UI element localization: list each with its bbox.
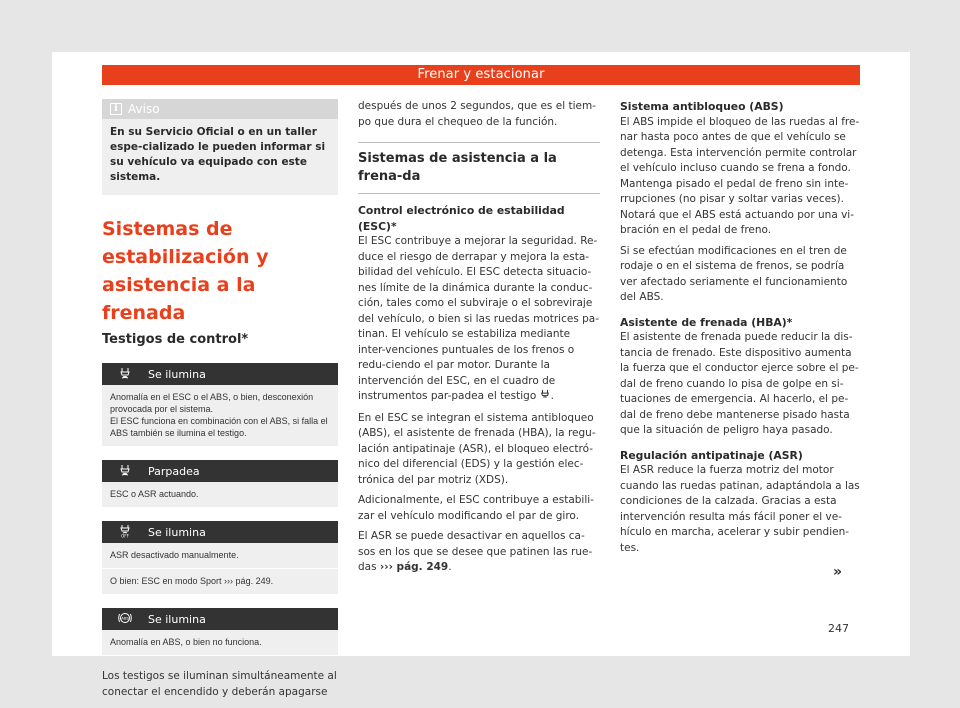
- paragraph: después de unos 2 segundos, que es el tiem-po que dura el chequeo de la función.: [358, 100, 596, 128]
- paragraph: El ASR se puede desactivar en aquellos ca-sos en los que se desee que patinen las rue-das ››› pág. 249.: [358, 530, 593, 573]
- notice-title: Aviso: [128, 102, 160, 116]
- subsection-title: Sistemas de asistencia a la frena-da: [358, 142, 600, 194]
- notice-box: [102, 99, 338, 195]
- indicator-label: Se ilumina: [148, 367, 206, 381]
- abs-icon: [102, 611, 148, 628]
- paragraph-text: El ASR se puede desactivar en aquellos ca-sos en los que se desee que patinen las rue-das: [358, 530, 593, 573]
- indicator-label: Parpadea: [148, 464, 200, 478]
- paragraph: Si se efectúan modificaciones en el tren de rodaje o en el sistema de frenos, se podría ver afectado seriamente el funcionamiento del ABS.: [620, 244, 848, 303]
- section-title: Sistemas de estabilización y asistencia a la frenada: [102, 218, 269, 324]
- paragraph: En el ESC se integran el sistema antibloqueo (ABS), el asistente de frenada (HBA), la regu-lación antipatinaje (ASR), el bloqueo electró-nico del diferencial (EDS) y la gestión elec-trónica del par motriz (XDS).: [358, 411, 596, 486]
- indicator-description: ASR desactivado manualmente.: [102, 543, 338, 568]
- svg-text:OFF: OFF: [121, 533, 129, 538]
- indicator-description: Anomalía en el ESC o el ABS, o bien, desconexión provocada por el sistema. El ESC funciona en combinación con el ABS, si falla el ABS también se ilumina el testigo.: [102, 385, 338, 446]
- notice-text: En su Servicio Oficial o en un taller espe-cializado le pueden informar si su vehículo va equipado con este sistema.: [110, 126, 326, 183]
- paragraph: El ESC contribuye a mejorar la seguridad. Re-duce el riesgo de derrapar y mejora la esta-bilidad del vehículo. El ESC detecta situacio-nes límite de la dinámica durante la conduc-ción, tales como el subviraje o el sobreviraje del vehículo, o bien si las ruedas motrices pa-tinan. El vehículo se estabiliza mediante inter-venciones puntuales de los frenos o redu-ciendo el par motor. Durante la intervención del ESC, en el cuadro de instrumentos par-padea el testigo .: [358, 234, 600, 406]
- paragraph: Los testigos se iluminan simultáneamente al conectar el encendido y deberán apagarse: [102, 670, 337, 698]
- esc-title: Control electrónico de estabilidad (ESC)*: [358, 204, 565, 233]
- paragraph: El asistente de frenada puede reducir la dis-tancia de frenado. Este dispositivo aumenta la fuerza que el conductor ejerce sobre el pe-dal de freno cuando lo pisa de golpe en si-tuaciones de emergencia. Al hacerlo, el pe-dal de freno debe mantenerse pisado hasta que la situación de peligro haya pasado.: [620, 331, 859, 436]
- indicator-esc-blink: [102, 460, 338, 507]
- esc-off-icon: [102, 524, 148, 541]
- indicator-description: Anomalía en ABS, o bien no funciona.: [102, 630, 338, 655]
- manual-page: [52, 52, 910, 698]
- column-left: [102, 99, 338, 700]
- continue-marker: »: [833, 564, 843, 580]
- asr-title: Regulación antipatinaje (ASR): [620, 448, 803, 462]
- indicator-label: Se ilumina: [148, 612, 206, 626]
- page-number: 247: [828, 622, 849, 635]
- indicator-asr-off: [102, 521, 338, 594]
- esc-warning-icon: [540, 389, 551, 406]
- chapter-header: Frenar y estacionar: [102, 65, 860, 85]
- paragraph-text: El ESC contribuye a mejorar la seguridad. Re-duce el riesgo de derrapar y mejora la esta-bilidad del vehículo. El ESC detecta situacio-nes límite de la dinámica durante la conduc-ción, tales como el subviraje o el sobreviraje del vehículo, o bien si las ruedas motrices pa-tinan. El vehículo se estabiliza mediante inter-venciones puntuales de los frenos o redu-ciendo el par motor. Durante la intervención del ESC, en el cuadro de instrumentos par-padea el testigo: [358, 235, 600, 402]
- page-reference-link[interactable]: ››› pág. 249: [379, 561, 449, 573]
- paragraph: El ABS impide el bloqueo de las ruedas al fre-nar hasta poco antes de que el vehículo se detenga. Esta intervención permite controlar el vehículo incluso cuando se frena a fondo. Mantenga pisado el pedal de freno sin inte-rrupciones (no pisar y soltar varias veces). Notará que el ABS está actuando por una vi-bración en el pedal de freno.: [620, 115, 860, 236]
- paragraph: Adicionalmente, el ESC contribuye a estabili-zar el vehículo modificando el par de giro.: [358, 494, 594, 522]
- esc-warning-icon: [102, 367, 148, 382]
- section-subtitle: Testigos de control*: [102, 332, 249, 347]
- indicator-label: Se ilumina: [148, 525, 206, 539]
- indicator-description: O bien: ESC en modo Sport ››› pág. 249.: [102, 568, 338, 594]
- notice-header: [102, 99, 338, 119]
- column-middle: [358, 99, 600, 576]
- hba-title: Asistente de frenada (HBA)*: [620, 315, 793, 329]
- svg-text:ABS: ABS: [121, 615, 129, 620]
- indicator-esc-on: [102, 363, 338, 446]
- esc-warning-icon: [102, 464, 148, 479]
- paragraph: El ASR reduce la fuerza motriz del motor cuando las ruedas patinan, adaptándola a las condiciones de la calzada. Gracias a esta intervención resulta más fácil poner el ve-hículo en marcha, acelerar y subir pendien-tes.: [620, 464, 860, 554]
- indicator-abs: [102, 608, 338, 655]
- indicator-description: ESC o ASR actuando.: [102, 482, 338, 507]
- abs-title: Sistema antibloqueo (ABS): [620, 100, 784, 113]
- column-right: [620, 99, 860, 556]
- info-icon: i: [110, 103, 122, 115]
